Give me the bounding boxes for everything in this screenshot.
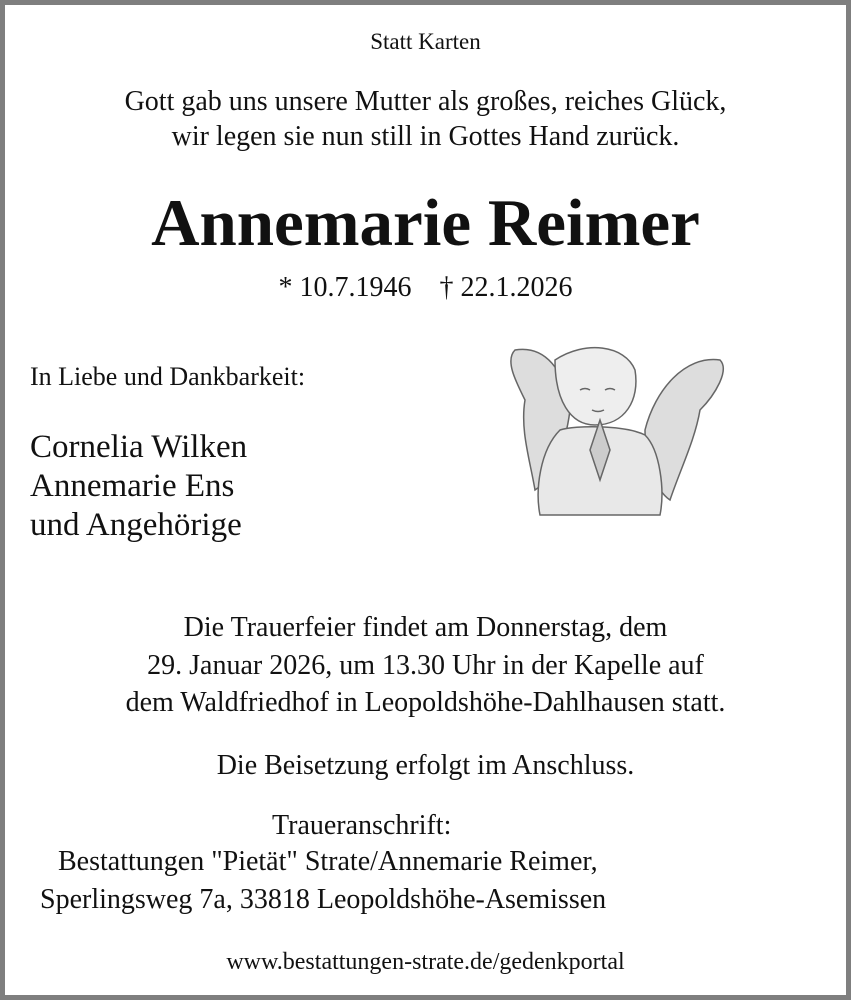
praying-angel-image xyxy=(495,340,735,520)
service-line-2: 29. Januar 2026, um 13.30 Uhr in der Kapelle auf xyxy=(147,650,704,681)
header-text: Statt Karten xyxy=(370,29,481,54)
deceased-name: Annemarie Reimer xyxy=(151,186,700,260)
life-dates xyxy=(0,270,851,306)
address-line-2: Sperlingsweg 7a, 33818 Leopoldshöhe-Asemissen xyxy=(40,884,607,915)
burial-text: Die Beisetzung erfolgt im Anschluss. xyxy=(216,750,635,781)
mourner-1: Cornelia Wilken xyxy=(30,429,248,465)
dedication: In Liebe und Dankbarkeit: xyxy=(30,362,306,391)
death-date: † 22.1.2026 xyxy=(439,272,573,303)
website-link[interactable]: www.bestattungen-strate.de/gedenkportal xyxy=(226,949,625,975)
verse-line-2: wir legen sie nun still in Gottes Hand zurück. xyxy=(171,121,680,152)
verse-line-1: Gott gab uns unsere Mutter als großes, reiches Glück, xyxy=(124,86,727,117)
service-line-3: dem Waldfriedhof in Leopoldshöhe-Dahlhausen statt. xyxy=(125,687,726,718)
mourner-3: und Angehörige xyxy=(30,507,242,543)
address-label: Traueranschrift: xyxy=(272,810,452,841)
service-line-1: Die Trauerfeier findet am Donnerstag, dem xyxy=(183,612,668,643)
address-line-1: Bestattungen "Pietät" Strate/Annemarie Reimer, xyxy=(58,846,598,877)
mourner-2: Annemarie Ens xyxy=(30,468,235,504)
birth-date: * 10.7.1946 xyxy=(278,272,412,303)
